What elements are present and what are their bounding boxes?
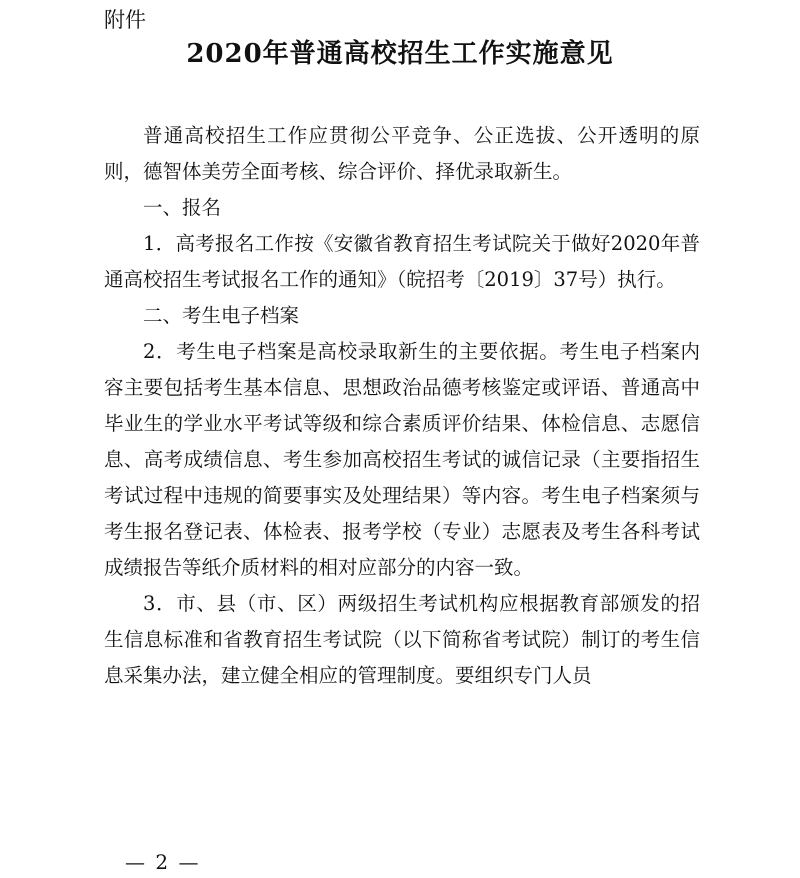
paragraph-3: 3．市、县（市、区）两级招生考试机构应根据教育部颁发的招生信息标准和省教育招生考试院（以下简称省考试院）制订的考生信息采集办法，建立健全相应的管理制度。要组织专门人员 <box>104 592 700 687</box>
document-title: 2020年普通高校招生工作实施意见 <box>186 39 614 69</box>
paragraph-1: 1．高考报名工作按《安徽省教育招生考试院关于做好2020年普通高校招生考试报名工作的通知》（皖招考〔2019〕37号）执行。 <box>104 232 700 291</box>
section-heading-registration: 一、报名 <box>143 196 222 219</box>
intro-paragraph: 普通高校招生工作应贯彻公平竞争、公正选拔、公开透明的原则，德智体美劳全面考核、综合评价、择优录取新生。 <box>104 124 700 183</box>
attachment-label: 附件 <box>104 8 146 32</box>
document-body <box>104 118 700 694</box>
page-number: — 2 — <box>125 850 201 874</box>
paragraph-2: 2．考生电子档案是高校录取新生的主要依据。考生电子档案内容主要包括考生基本信息、思想政治品德考核鉴定或评语、普通高中毕业生的学业水平考试等级和综合素质评价结果、体检信息、志愿信息、高考成绩信息、考生参加高校招生考试的诚信记录（主要指招生考试过程中违规的简要事实及处理结果）等内容。考生电子档案须与考生报名登记表、体检表、报考学校（专业）志愿表及考生各科考试成绩报告等纸介质材料的相对应部分的内容一致。 <box>104 340 700 579</box>
section-heading-electronic-archive: 二、考生电子档案 <box>143 304 300 327</box>
